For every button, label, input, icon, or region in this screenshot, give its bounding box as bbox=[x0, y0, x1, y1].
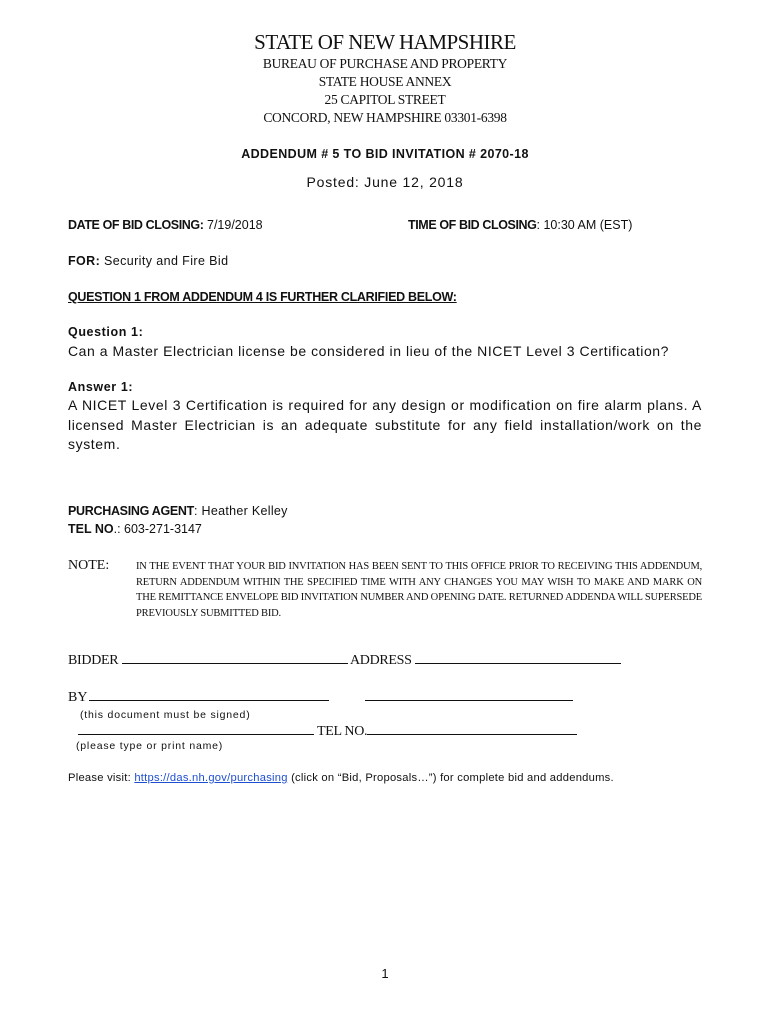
bid-closing-date-value: 7/19/2018 bbox=[203, 218, 263, 232]
agent-telephone-label: TEL NO bbox=[68, 522, 114, 536]
header-line-city: CONCORD, NEW HAMPSHIRE 03301-6398 bbox=[263, 110, 507, 125]
bid-closing-time bbox=[408, 218, 632, 232]
header-line-street: 25 CAPITOL STREET bbox=[324, 92, 446, 107]
header-line-bureau: BUREAU OF PURCHASE AND PROPERTY bbox=[262, 56, 508, 71]
signed-hint: (this document must be signed) bbox=[80, 709, 251, 721]
addendum-heading: ADDENDUM # 5 TO BID INVITATION # 2070-18 bbox=[241, 147, 529, 161]
footer-note bbox=[68, 772, 614, 784]
address-line[interactable] bbox=[415, 662, 621, 664]
bidder-signature-line[interactable] bbox=[122, 662, 348, 664]
agent-telephone-value: .: 603-271-3147 bbox=[113, 522, 202, 536]
question-text: Can a Master Electrician license be considered in lieu of the NICET Level 3 Certification? bbox=[68, 343, 669, 359]
print-hint: (please type or print name) bbox=[76, 740, 224, 752]
by-row bbox=[68, 690, 573, 706]
for-line bbox=[68, 254, 228, 268]
section-heading: QUESTION 1 FROM ADDENDUM 4 IS FURTHER CLARIFIED BELOW: bbox=[68, 290, 457, 304]
purchasing-agent-label: PURCHASING AGENT bbox=[68, 504, 194, 518]
note-label: NOTE: bbox=[68, 558, 110, 573]
page-number: 1 bbox=[381, 966, 389, 981]
header-line-annex: STATE HOUSE ANNEX bbox=[318, 74, 452, 89]
question-label: Question 1: bbox=[68, 325, 144, 339]
posted-date: Posted: June 12, 2018 bbox=[306, 174, 464, 190]
bid-closing-time-value: : 10:30 AM (EST) bbox=[536, 218, 633, 232]
bidder-row bbox=[68, 653, 621, 669]
by-signature-line[interactable] bbox=[89, 699, 329, 701]
bid-closing-time-label: TIME OF BID CLOSING bbox=[408, 218, 537, 232]
footer-prefix: Please visit: bbox=[68, 772, 135, 784]
bid-closing-date-label: DATE OF BID CLOSING: bbox=[68, 218, 204, 232]
name-tel-row bbox=[78, 724, 577, 740]
printed-name-line[interactable] bbox=[78, 733, 314, 735]
answer-text: A NICET Level 3 Certification is required for any design or modification on fire alarm plans. A licensed Master Electrician is an adequate substitute for any field installation/work on the system. bbox=[68, 397, 702, 452]
agent-telephone bbox=[68, 522, 202, 536]
answer-label: Answer 1: bbox=[68, 380, 134, 394]
note-text: IN THE EVENT THAT YOUR BID INVITATION HAS BEEN SENT TO THIS OFFICE PRIOR TO RECEIVING THIS ADDENDUM, RETURN ADDENDUM WITHIN THE SPECIFIED TIME WITH ANY CHANGES YOU MAY WISH TO MAKE AND MARK ON THE REMITTANCE ENVELOPE BID INVITATION NUMBER AND OPENING DATE. RETURNED ADDENDA WILL SUPERSEDE PREVIOUSLY SUBMITTED BID. bbox=[136, 561, 702, 619]
purchasing-link[interactable]: https://das.nh.gov/purchasing bbox=[134, 772, 288, 784]
bid-closing-date bbox=[68, 218, 263, 232]
footer-suffix: (click on “Bid, Proposals…”) for complete bid and addendums. bbox=[287, 772, 614, 784]
for-label: FOR: bbox=[68, 254, 101, 268]
tel-label: TEL NO. bbox=[316, 724, 368, 739]
address-label: ADDRESS bbox=[349, 653, 412, 668]
purchasing-agent-value: : Heather Kelley bbox=[194, 504, 288, 518]
for-value: Security and Fire Bid bbox=[100, 254, 229, 268]
address-line-2[interactable] bbox=[365, 699, 573, 701]
tel-line[interactable] bbox=[367, 733, 577, 735]
by-label: BY bbox=[68, 690, 88, 705]
purchasing-agent bbox=[68, 504, 288, 518]
document-title: STATE OF NEW HAMPSHIRE bbox=[254, 30, 516, 54]
bidder-label: BIDDER bbox=[68, 653, 119, 668]
